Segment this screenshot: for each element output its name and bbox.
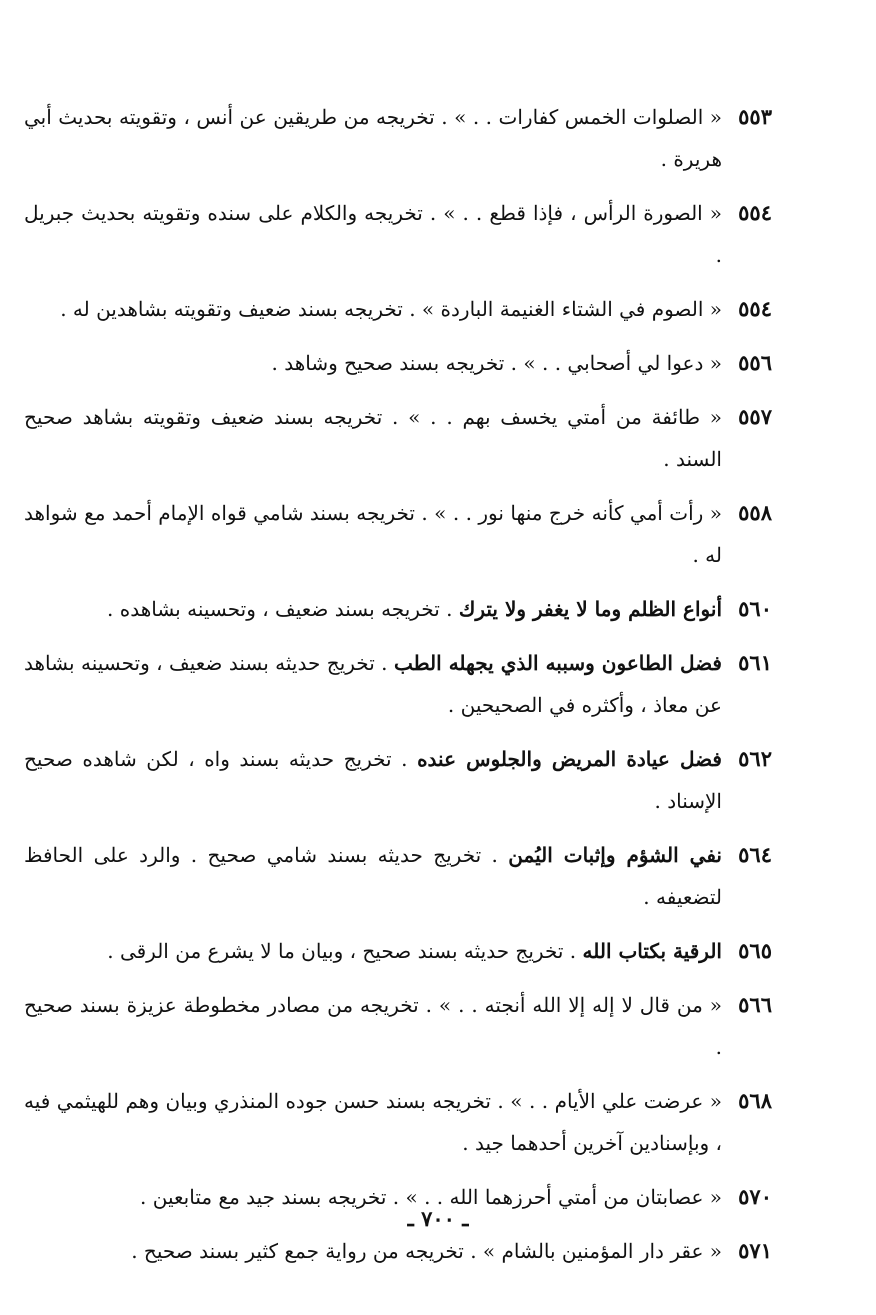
entry-number: ٥٦٤ [738, 842, 772, 867]
entry-desc: « طائفة من أمتي يخسف بهم . . » . تخريجه بسند ضعيف وتقويته بشاهد صحيح السند . [24, 405, 722, 471]
entry-text [131, 1230, 722, 1272]
entry-title: نفي الشؤم وإثبات اليُمن [508, 843, 722, 867]
entry-title: الرقية بكتاب الله [582, 939, 722, 963]
entry-desc: « الصوم في الشتاء الغنيمة الباردة » . تخريجه بسند ضعيف وتقويته بشاهدين له . [60, 297, 722, 321]
entry-number: ٥٧١ [738, 1238, 772, 1263]
entry-number: ٥٥٤ [738, 200, 772, 225]
entry-title: فضل الطاعون وسببه الذي يجهله الطب [393, 651, 722, 675]
entry-number: ٥٦١ [738, 650, 772, 675]
entry-text [24, 96, 722, 180]
entry-text [24, 738, 722, 822]
entry-number: ٥٦٦ [738, 992, 772, 1017]
entry-number: ٥٦٢ [738, 746, 772, 771]
page-number: ـ ٧٠٠ ـ [407, 1206, 469, 1231]
entry-desc: « الصلوات الخمس كفارات . . » . تخريجه من طريقين عن أنس ، وتقويته بحديث أبي هريرة . [24, 105, 722, 171]
entry-text [24, 396, 722, 480]
index-entry [24, 342, 772, 384]
entry-desc: « دعوا لي أصحابي . . » . تخريجه بسند صحيح وشاهد . [271, 351, 722, 375]
index-page [24, 96, 772, 1284]
entry-desc: « عقر دار المؤمنين بالشام » . تخريجه من رواية جمع كثير بسند صحيح . [131, 1239, 722, 1263]
entry-number: ٥٦٥ [738, 938, 772, 963]
index-entry [24, 738, 772, 822]
entry-title: فضل عيادة المريض والجلوس عنده [417, 747, 722, 771]
entry-desc: « الصورة الرأس ، فإذا قطع . . » . تخريجه والكلام على سنده وتقويته بحديث جبريل . [24, 201, 722, 267]
entry-text [24, 492, 722, 576]
entry-desc: . تخريج حديثه بسند صحيح ، وبيان ما لا يشرع من الرقى . [107, 939, 583, 963]
entry-number: ٥٦٨ [738, 1088, 772, 1113]
index-entry [24, 1230, 772, 1272]
entry-number: ٥٥٧ [738, 404, 772, 429]
entry-text [24, 1080, 722, 1164]
index-entry [24, 288, 772, 330]
entry-desc: « عصابتان من أمتي أحرزهما الله . . » . تخريجه بسند جيد مع متابعين . [140, 1185, 722, 1209]
entry-number: ٥٦٠ [738, 596, 772, 621]
entry-text [24, 288, 722, 330]
entry-desc: . تخريج حديثه بسند شامي صحيح . والرد على الحافظ لتضعيفه . [24, 843, 722, 909]
entry-text [24, 642, 722, 726]
entry-desc: « رأت أمي كأنه خرج منها نور . . » . تخريجه بسند شامي قواه الإمام أحمد مع شواهد له . [24, 501, 722, 567]
entry-text [24, 342, 722, 384]
entry-title: أنواع الظلم وما لا يغفر ولا يترك [458, 597, 722, 621]
index-entry [24, 834, 772, 918]
index-entry [24, 492, 772, 576]
index-entry [24, 642, 772, 726]
index-entry [24, 930, 772, 972]
entry-number: ٥٧٠ [738, 1184, 772, 1209]
index-entry [24, 984, 772, 1068]
entry-text [24, 984, 722, 1068]
entry-desc: . تخريج حديثه بسند ضعيف ، وتحسينه بشاهد عن معاذ ، وأكثره في الصحيحين . [24, 651, 722, 717]
entry-desc: . تخريجه بسند ضعيف ، وتحسينه بشاهده . [107, 597, 459, 621]
index-entry [24, 192, 772, 276]
entry-number: ٥٥٣ [738, 104, 772, 129]
entry-text [24, 930, 722, 972]
index-entry [24, 1080, 772, 1164]
index-entry [24, 396, 772, 480]
index-entry [24, 96, 772, 180]
entry-text [24, 588, 722, 630]
entry-desc: « عرضت علي الأيام . . » . تخريجه بسند حسن جوده المنذري وبيان وهم للهيثمي فيه ، وبإسنادين آخرين أحدهما جيد . [24, 1089, 722, 1155]
entry-number: ٥٥٤ [738, 296, 772, 321]
entry-text [24, 192, 722, 276]
entry-number: ٥٥٦ [738, 350, 772, 375]
entry-number: ٥٥٨ [738, 500, 772, 525]
entry-desc: . تخريج حديثه بسند واه ، لكن شاهده صحيح الإسناد . [24, 747, 722, 813]
index-entry [24, 588, 772, 630]
entry-text [24, 834, 722, 918]
entry-desc: « من قال لا إله إلا الله أنجته . . » . تخريجه من مصادر مخطوطة عزيزة بسند صحيح . [24, 993, 722, 1059]
